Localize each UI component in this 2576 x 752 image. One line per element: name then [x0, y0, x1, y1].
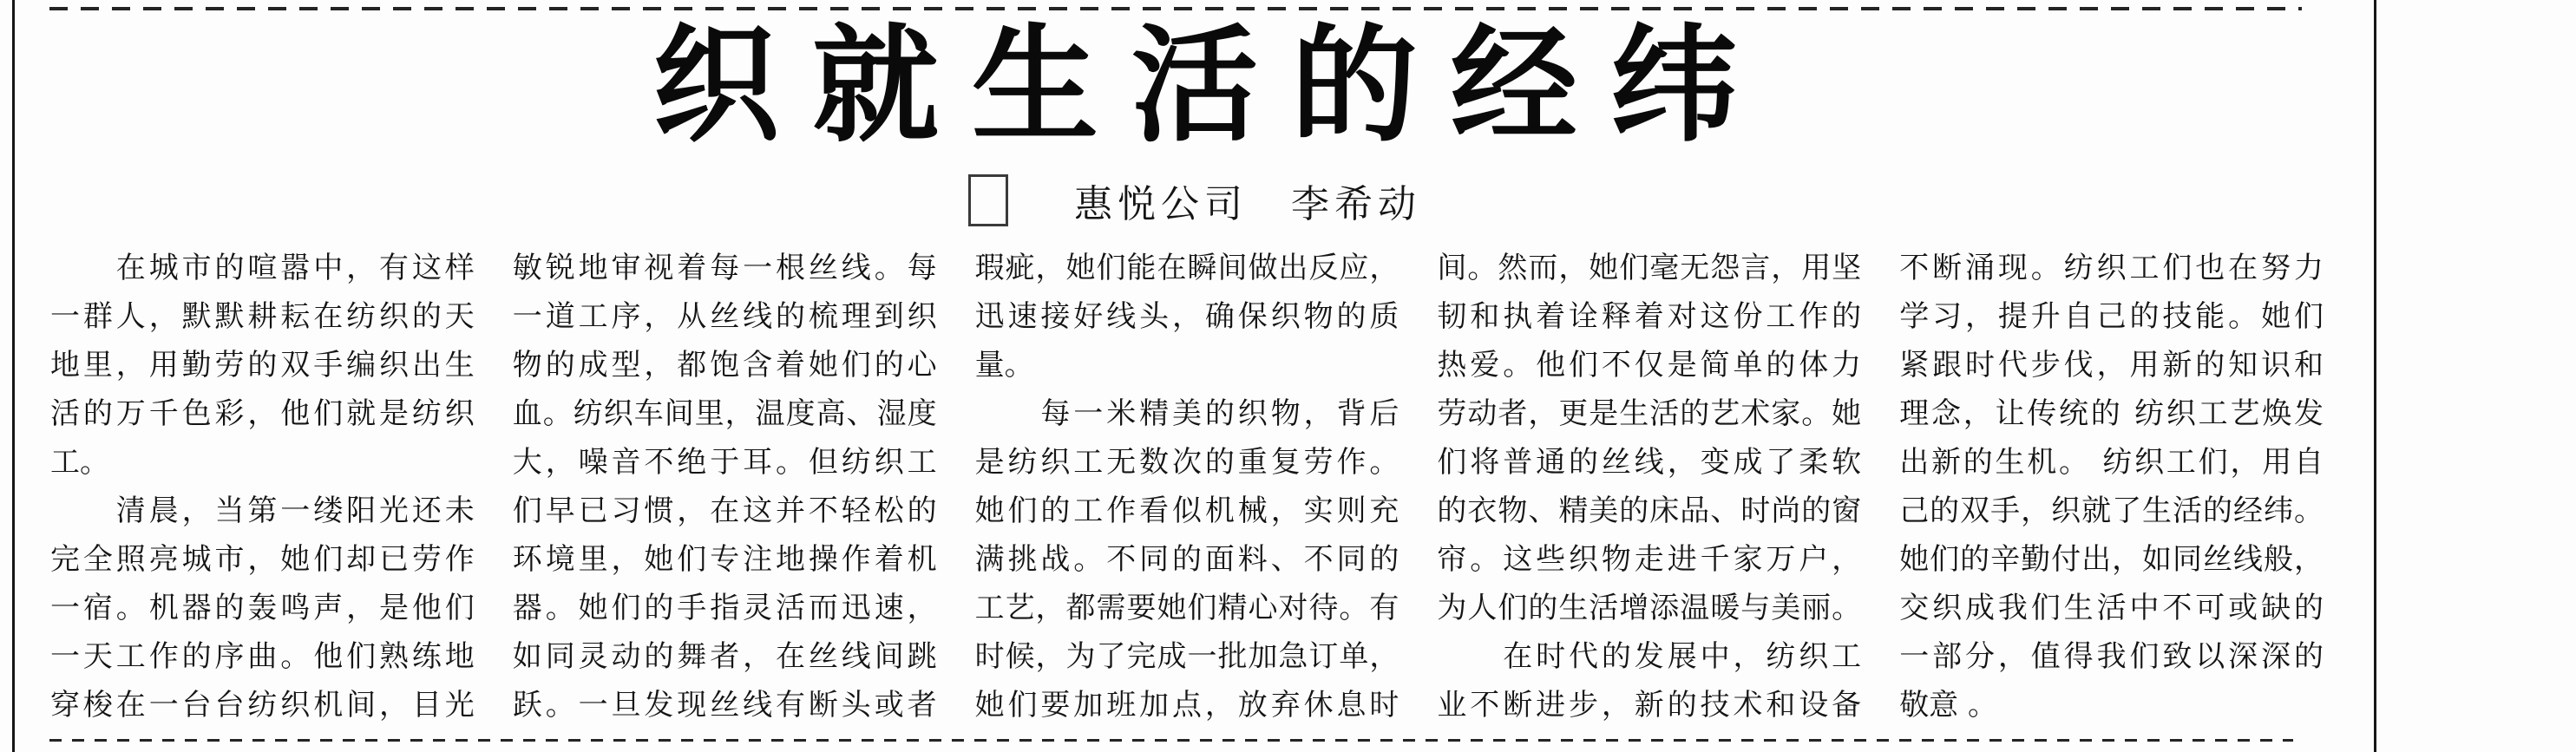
byline-author: 惠悦公司 李希动	[1074, 182, 1421, 226]
byline	[14, 172, 2376, 229]
text-line: 穿梭在一台台纺织机间，目光	[50, 688, 475, 723]
text-line: 交织成我们生活中不可或缺的	[1899, 591, 2324, 625]
text-line: 她们的辛勤付出，如同丝线般，	[1899, 542, 2324, 577]
text-line: 韧和执着诠释着对这份工作的	[1437, 299, 1862, 334]
text-column-3	[975, 244, 1399, 735]
article-title: 织就生活的经纬	[652, 12, 1770, 160]
text-line: 迅速接好线头，确保织物的质	[974, 299, 1399, 334]
text-line: 瑕疵，她们能在瞬间做出反应，	[974, 251, 1399, 285]
text-column-4	[1437, 244, 1861, 735]
text-line: 敬意 。	[1899, 688, 1997, 723]
text-column-2	[513, 244, 937, 735]
text-line: 学习，提升自己的技能。她们	[1899, 299, 2324, 334]
text-line: 为人们的生活增添温暖与美丽。	[1437, 591, 1862, 625]
text-line: 在城市的喧嚣中，有这样	[50, 251, 475, 285]
text-line: 时候，为了完成一批加急订单，	[974, 639, 1399, 674]
text-line: 热爱。他们不仅是简单的体力	[1437, 348, 1862, 383]
text-line: 间。然而，她们毫无怨言，用坚	[1437, 251, 1862, 285]
text-line: 完全照亮城市，她们却已劳作	[50, 542, 475, 577]
text-line: 一群人，默默耕耘在纺织的天	[50, 299, 475, 334]
text-line: 是纺织工无数次的重复劳作。	[974, 445, 1399, 480]
text-line: 地里，用勤劳的双手编织出生	[50, 348, 475, 383]
byline-square-marker-icon	[968, 174, 1008, 226]
text-line: 不断涌现。纺织工们也在努力	[1899, 251, 2324, 285]
text-line: 们将普通的丝线，变成了柔软	[1437, 445, 1862, 480]
text-line: 跃。一旦发现丝线有断头或者	[512, 688, 937, 723]
text-line: 紧跟时代步伐，用新的知识和	[1899, 348, 2324, 383]
text-line: 理念，让传统的 纺织工艺焕发	[1899, 396, 2324, 431]
text-line: 她们要加班加点，放弃休息时	[974, 688, 1399, 723]
text-line: 一宿。机器的轰鸣声，是他们	[50, 591, 475, 625]
text-line: 物的成型，都饱含着她们的心	[512, 348, 937, 383]
text-line: 帘。这些织物走进千家万户，	[1437, 542, 1862, 577]
text-line: 每一米精美的织物，背后	[974, 396, 1399, 431]
text-column-1	[50, 244, 475, 735]
text-line: 劳动者，更是生活的艺术家。她	[1437, 396, 1862, 431]
article-body	[50, 244, 2324, 735]
text-line: 清晨，当第一缕阳光还未	[50, 494, 475, 528]
text-line: 一部分，值得我们致以深深的	[1899, 639, 2324, 674]
text-line: 她们的工作看似机械，实则充	[974, 494, 1399, 528]
text-column-5	[1899, 244, 2324, 735]
text-line: 一道工序，从丝线的梳理到织	[512, 299, 937, 334]
text-line: 业不断进步，新的技术和设备	[1437, 688, 1862, 723]
text-line: 出新的生机。 纺织工们，用自	[1899, 445, 2324, 480]
text-line: 量。	[974, 348, 1034, 383]
text-line: 在时代的发展中，纺织工	[1437, 639, 1862, 674]
text-line: 一天工作的序曲。他们熟练地	[50, 639, 475, 674]
text-line: 工。	[50, 445, 109, 480]
text-line: 己的双手，织就了生活的经纬。	[1899, 494, 2324, 528]
text-line: 器。她们的手指灵活而迅速，	[512, 591, 937, 625]
text-line: 的衣物、精美的床品、时尚的窗	[1437, 494, 1862, 528]
text-line: 敏锐地审视着每一根丝线。每	[512, 251, 937, 285]
text-line: 血。纺织车间里，温度高、湿度	[512, 396, 937, 431]
text-line: 环境里，她们专注地操作着机	[512, 542, 937, 577]
text-line: 工艺，都需要她们精心对待。有	[974, 591, 1399, 625]
top-dashed-divider	[49, 7, 2302, 10]
text-line: 活的万千色彩，他们就是纺织	[50, 396, 475, 431]
text-line: 们早已习惯，在这并不轻松的	[512, 494, 937, 528]
bottom-dashed-divider	[49, 739, 2293, 742]
text-line: 大，噪音不绝于耳。但纺织工	[512, 445, 937, 480]
text-line: 如同灵动的舞者，在丝线间跳	[512, 639, 937, 674]
text-line: 满挑战。不同的面料、不同的	[974, 542, 1399, 577]
